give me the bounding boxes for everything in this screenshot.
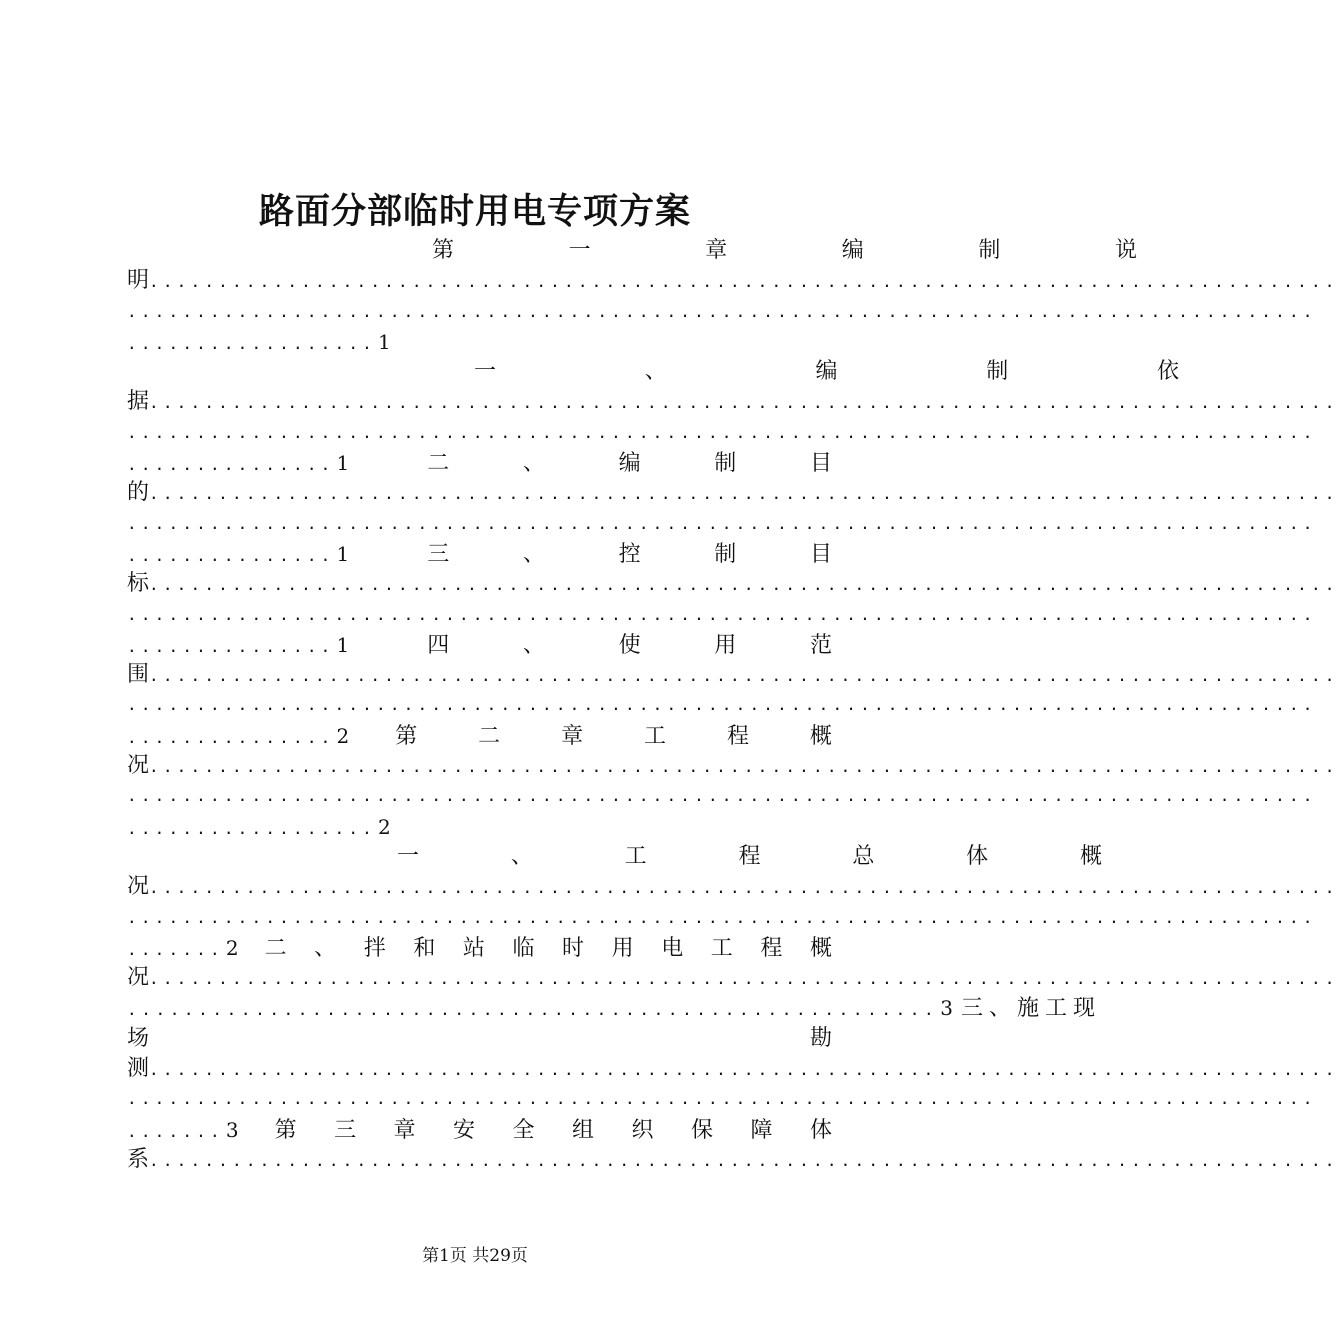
toc-char: 体 [809, 1117, 832, 1143]
toc-dot-leader: .................. [127, 333, 376, 353]
toc-page-number: 1 [336, 632, 350, 657]
table-of-contents [127, 236, 1339, 1175]
toc-char: 、 [314, 935, 337, 961]
toc-leader-line [127, 569, 1339, 599]
toc-dot-leader: ...................................................................................... [149, 969, 1339, 989]
toc-leader-line [127, 963, 1339, 993]
toc-dot-leader: ...................................................................................... [149, 666, 1339, 686]
toc-char: 测 [127, 1056, 150, 1082]
toc-page-number-line [127, 812, 832, 842]
toc-char: 勘 [809, 1025, 832, 1051]
toc-char: 概 [1079, 843, 1102, 869]
toc-char: 据 [127, 389, 150, 415]
page-footer: 第1页 共29页 [422, 1246, 528, 1266]
toc-char: 制 [714, 451, 737, 477]
toc-char: 一 [474, 359, 497, 385]
toc-char: 章 [393, 1117, 416, 1143]
toc-page-number: 1 [336, 541, 350, 566]
toc-dot-leader: ............... [127, 545, 335, 565]
toc-char: 四 [427, 632, 450, 658]
toc-char: 概 [809, 935, 832, 961]
toc-char: 制 [714, 541, 737, 567]
toc-dot-leader: ......................................................... [127, 1000, 939, 1020]
toc-char: 工 [644, 723, 667, 749]
toc-char: 使 [618, 632, 641, 658]
toc-char: 安 [453, 1117, 476, 1143]
toc-dot-leader: ...................................................................................... [127, 604, 1317, 624]
toc-char: 编 [618, 451, 641, 477]
toc-char: 、 [510, 843, 533, 869]
toc-leader-line [127, 1024, 832, 1054]
toc-dot-leader: ...................................................................................... [127, 422, 1317, 442]
toc-dot-leader: ....... [127, 939, 224, 959]
toc-page-number: 2 [225, 935, 239, 960]
toc-page-number: 1 [378, 329, 391, 354]
toc-leader-line [127, 1054, 1339, 1084]
toc-char: 制 [978, 238, 1001, 263]
toc-char: 、 [522, 632, 545, 658]
toc-dot-leader: ...................................................................................... [127, 1089, 1317, 1109]
toc-entry-text: 三、施工现 [961, 996, 1102, 1022]
toc-page-number-line [127, 327, 832, 357]
toc-char: 明 [127, 268, 150, 294]
toc-char: 用 [611, 935, 634, 961]
toc-char: 一 [397, 843, 420, 869]
toc-leader-line [127, 872, 1339, 902]
toc-char: 第 [395, 723, 418, 749]
document-title: 路面分部临时用电专项方案 [258, 191, 691, 232]
toc-dot-leader: ............... [127, 727, 335, 747]
toc-page-number: 3 [940, 996, 954, 1021]
toc-char: 电 [661, 935, 684, 961]
toc-char: 织 [631, 1117, 654, 1143]
toc-char: 第 [274, 1117, 297, 1143]
toc-leader-line [127, 1145, 1339, 1175]
toc-char: 概 [809, 723, 832, 749]
toc-page-number: 2 [336, 723, 350, 748]
toc-dot-leader: ...................................................................................... [149, 393, 1339, 413]
toc-entry-section-1-2[interactable] [127, 448, 832, 478]
toc-entry-section-2-2[interactable] [127, 933, 832, 963]
toc-char: 二 [264, 935, 287, 961]
toc-char: 用 [714, 632, 737, 658]
toc-dot-leader: ...................................................................................... [127, 907, 1317, 927]
toc-leader-line [127, 387, 1339, 417]
toc-char: 标 [127, 571, 150, 597]
toc-char: 场 [127, 1025, 150, 1051]
toc-char: 范 [809, 632, 832, 658]
toc-dot-leader: ...................................................................................... [149, 878, 1339, 898]
toc-char: 和 [413, 935, 436, 961]
toc-char: 编 [815, 359, 838, 385]
toc-leader-line [127, 751, 1339, 781]
toc-char: 、 [644, 359, 667, 385]
toc-entry-section-1-3[interactable] [127, 539, 832, 569]
toc-leader-line [127, 478, 1339, 508]
toc-char: 第 [432, 238, 455, 263]
toc-char: 目 [809, 451, 832, 477]
toc-char: 体 [966, 843, 989, 869]
toc-dot-leader: ....... [127, 1121, 224, 1141]
toc-dot-leader: ............... [127, 455, 335, 475]
toc-char: 总 [852, 843, 875, 869]
toc-entry-chapter-3-heading[interactable] [127, 1115, 832, 1145]
toc-char: 、 [522, 541, 545, 567]
toc-char: 、 [522, 451, 545, 477]
toc-char: 的 [127, 480, 150, 506]
toc-char: 拌 [363, 935, 386, 961]
toc-char: 说 [1114, 238, 1137, 263]
toc-leader-line [127, 660, 1339, 690]
toc-char: 组 [572, 1117, 595, 1143]
toc-char: 二 [478, 723, 501, 749]
toc-dot-leader: ...................................................................................... [127, 786, 1317, 806]
toc-entry-section-1-4[interactable] [127, 630, 832, 660]
toc-page-number: 3 [225, 1117, 239, 1142]
toc-dot-leader: ...................................................................................... [127, 695, 1317, 715]
toc-dot-leader: ...................................................................................... [149, 484, 1339, 504]
toc-char: 控 [618, 541, 641, 567]
toc-char: 程 [726, 723, 749, 749]
toc-char: 全 [512, 1117, 535, 1143]
toc-char: 三 [334, 1117, 357, 1143]
toc-char: 临 [512, 935, 535, 961]
toc-dot-leader: ...................................................................................... [149, 1150, 1339, 1170]
toc-dot-leader: ...................................................................................... [149, 757, 1339, 777]
toc-page-number: 1 [336, 451, 350, 476]
toc-entry-chapter-1-heading[interactable] [127, 236, 1137, 266]
toc-dot-leader: ...................................................................................... [127, 301, 1317, 321]
toc-dot-leader: .................. [127, 818, 376, 838]
toc-char: 况 [127, 753, 150, 779]
toc-char: 目 [809, 541, 832, 567]
toc-char: 章 [561, 723, 584, 749]
toc-char: 障 [750, 1117, 773, 1143]
toc-entry-section-2-1[interactable] [127, 842, 1102, 872]
toc-leader-line [127, 266, 1339, 296]
toc-char: 依 [1156, 359, 1179, 385]
toc-page-number: 2 [378, 814, 391, 839]
toc-char: 工 [710, 935, 733, 961]
toc-char: 况 [127, 874, 150, 900]
toc-char: 三 [427, 541, 450, 567]
toc-entry-section-2-3[interactable] [127, 993, 1102, 1023]
toc-char: 系 [127, 1146, 150, 1172]
toc-entry-section-1-1[interactable] [127, 357, 1179, 387]
toc-char: 站 [462, 935, 485, 961]
toc-char: 二 [427, 451, 450, 477]
toc-char: 章 [705, 238, 728, 263]
toc-dot-leader: ...................................................................................... [149, 1060, 1339, 1080]
toc-char: 时 [562, 935, 585, 961]
toc-char: 程 [738, 843, 761, 869]
toc-dot-leader: ...................................................................................... [127, 513, 1317, 533]
toc-char: 一 [568, 238, 591, 263]
toc-dot-leader: ...................................................................................... [149, 272, 1339, 292]
toc-dot-leader: ...................................................................................... [149, 575, 1339, 595]
toc-char: 围 [127, 662, 150, 688]
toc-char: 工 [624, 843, 647, 869]
toc-entry-chapter-2-heading[interactable] [127, 721, 832, 751]
toc-char: 保 [690, 1117, 713, 1143]
toc-dot-leader: ............... [127, 636, 335, 656]
toc-char: 况 [127, 965, 150, 991]
toc-char: 程 [760, 935, 783, 961]
toc-char: 编 [841, 238, 864, 263]
toc-char: 制 [986, 359, 1009, 385]
